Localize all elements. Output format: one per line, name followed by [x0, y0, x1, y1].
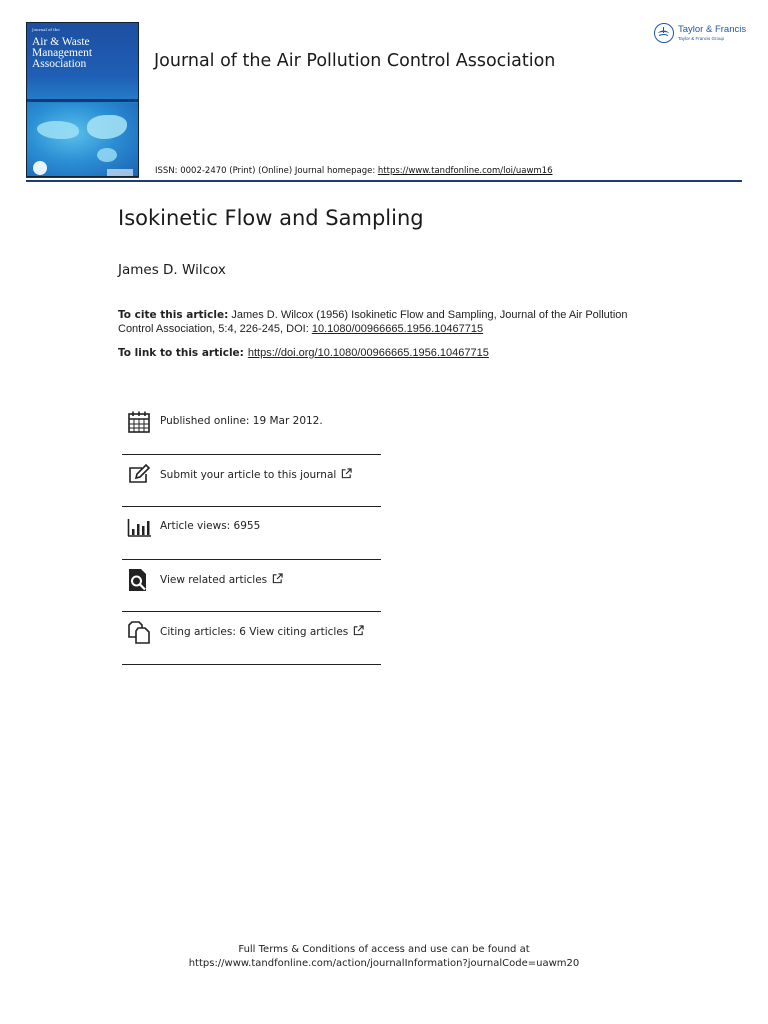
cover-label [107, 169, 133, 177]
publisher-group: Taylor & Francis Group [678, 36, 725, 41]
citation-block [118, 308, 638, 336]
cover-landmass [87, 115, 127, 139]
header-divider [26, 180, 742, 182]
cover-title-line: Association [32, 58, 87, 70]
citation-label: To cite this article: [118, 309, 229, 321]
external-link-icon [272, 573, 283, 584]
submit-article-row[interactable] [122, 455, 381, 508]
cover-title [32, 37, 137, 70]
calendar-icon [127, 410, 151, 434]
external-link-icon [341, 468, 352, 479]
citing-articles-link[interactable] [160, 625, 364, 638]
cover-small-text: Journal of the [32, 27, 60, 32]
issn-line [155, 166, 553, 176]
citing-articles-row[interactable] [122, 612, 381, 665]
footer-terms-text: Full Terms & Conditions of access and use can be found at [238, 944, 530, 955]
related-articles-text: View related articles [160, 573, 268, 586]
journal-cover-image [26, 22, 139, 177]
edit-icon [127, 463, 151, 487]
citing-articles-text: Citing articles: 6 View citing articles [160, 626, 349, 639]
citation-doi-link[interactable]: 10.1080/00966665.1956.10467715 [311, 323, 484, 335]
cover-landmass [97, 148, 117, 162]
citing-documents-icon [127, 620, 151, 644]
publisher-logo-icon [654, 23, 674, 43]
publisher-logo[interactable] [654, 22, 746, 46]
published-online-text: Published online: 19 Mar 2012. [160, 415, 323, 427]
published-online-row [122, 402, 381, 455]
cover-landmass [37, 121, 79, 139]
article-title: Isokinetic Flow and Sampling [118, 206, 424, 230]
cover-title-line: Air & Waste [32, 36, 90, 48]
cover-world-map [27, 103, 139, 177]
submit-article-link[interactable] [160, 468, 352, 481]
search-document-icon [127, 568, 151, 592]
article-info-list [122, 402, 381, 665]
journal-title: Journal of the Air Pollution Control Association [154, 51, 556, 71]
article-views-text: Article views: 6955 [160, 520, 261, 533]
submit-article-text: Submit your article to this journal [160, 468, 337, 481]
cover-divider [27, 99, 139, 102]
citation-text: James D. Wilcox (1956) Isokinetic Flow and Sampling, Journal of the Air Pollution Control Association, 5:4, 226-245, DOI: [118, 309, 628, 335]
related-articles-link[interactable] [160, 573, 283, 586]
journal-homepage-link[interactable]: https://www.tandfonline.com/loi/uawm16 [377, 166, 553, 176]
article-views-row [122, 507, 381, 560]
external-link-icon [353, 625, 364, 636]
article-link-block [118, 347, 489, 359]
article-doi-url-link[interactable]: https://doi.org/10.1080/00966665.1956.10467715 [247, 347, 489, 359]
related-articles-row[interactable] [122, 560, 381, 613]
footer-terms [0, 943, 768, 971]
publisher-name: Taylor & Francis [678, 24, 747, 35]
issn-text: ISSN: 0002-2470 (Print) (Online) Journal homepage: [155, 166, 378, 176]
cover-emblem-icon [33, 161, 47, 175]
bar-chart-icon [127, 515, 151, 539]
article-link-label: To link to this article: [118, 347, 244, 359]
cover-title-line: Management [32, 47, 93, 59]
cover-underline [26, 177, 139, 178]
article-author: James D. Wilcox [118, 262, 226, 278]
footer-terms-url[interactable]: https://www.tandfonline.com/action/journalInformation?journalCode=uawm20 [188, 958, 580, 969]
